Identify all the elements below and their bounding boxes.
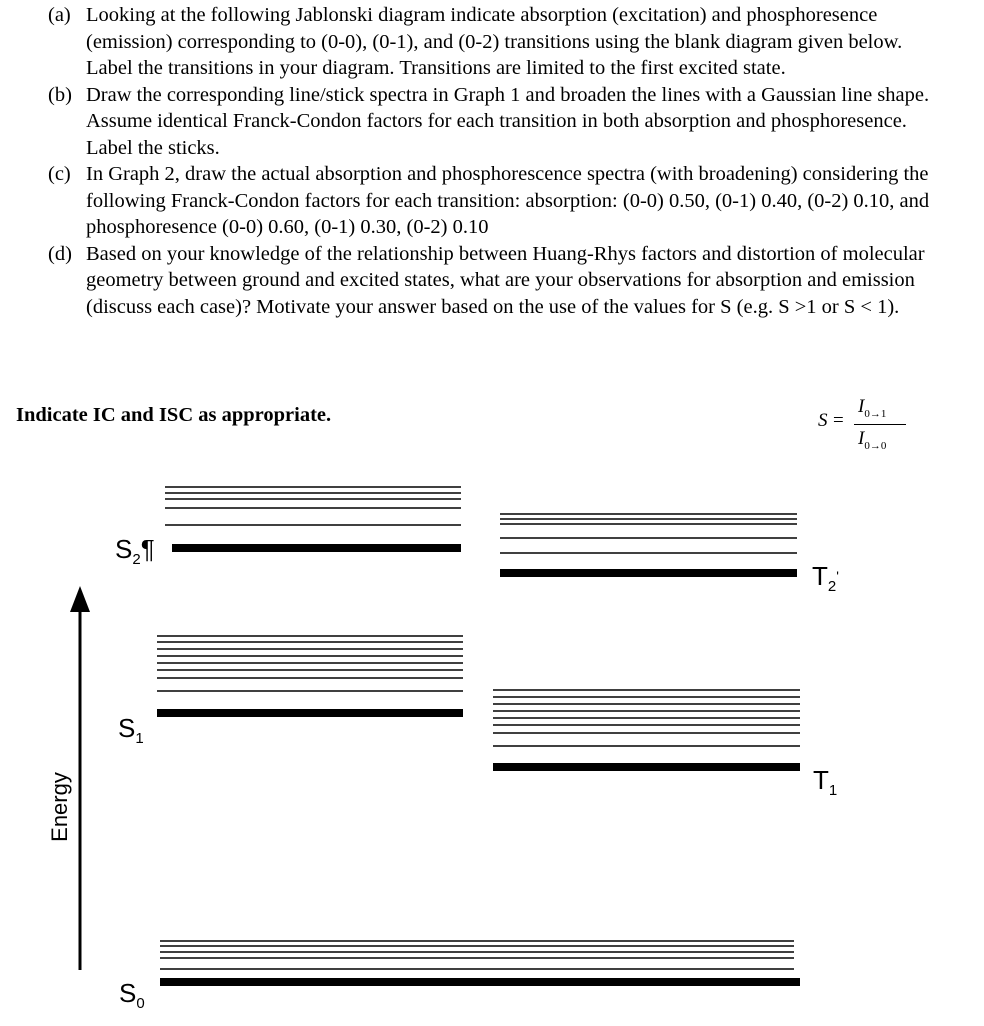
- denominator-symbol: I: [858, 428, 865, 449]
- t1-level-group: [493, 690, 800, 767]
- question-text: In Graph 2, draw the actual absorption and phosphorescence spectra (with broadening) considering the following Franck-Condon factors for each transition: absorption: (0-0) 0.50, (0-1) 0.40, (0-2) 0.10, and phosphoresence (0-0) 0.60, (0-1) 0.30, (0-2) 0.10: [86, 163, 930, 238]
- s2-sub: 2: [132, 551, 141, 569]
- t2-mark: ': [836, 568, 839, 584]
- question-text: Draw the corresponding line/stick spectra in Graph 1 and broaden the lines with a Gaussian line shape. Assume identical Franck-Condon factors for each transition in both absorption and phosphoresence. Label the sticks.: [86, 83, 930, 159]
- numerator-subscript: 0→1: [864, 407, 887, 420]
- s1-sub: 1: [135, 730, 144, 748]
- s1-level-group: [157, 636, 463, 713]
- formula-lhs: S: [818, 410, 828, 431]
- instruction-text: Indicate IC and ISC as appropriate.: [16, 404, 332, 426]
- formula-equals: =: [833, 410, 844, 431]
- s2-main: S: [115, 534, 133, 564]
- t1-label: [813, 767, 837, 804]
- s0-main: S: [119, 978, 137, 1008]
- energy-axis-label: Energy: [47, 772, 72, 842]
- s2-level-group: [165, 487, 461, 548]
- t2-sub: 2: [827, 578, 837, 596]
- t2-label: [812, 563, 839, 600]
- t1-main: T: [813, 765, 829, 795]
- s2-label: [115, 536, 155, 573]
- s1-label: [118, 715, 144, 752]
- question-letter: (d): [48, 242, 72, 265]
- numerator-symbol: I: [858, 396, 865, 417]
- question-letter: (b): [48, 83, 72, 106]
- s0-level-group: [160, 941, 800, 982]
- t1-sub: 1: [828, 782, 838, 800]
- t2-main: T: [812, 561, 828, 591]
- question-text: Based on your knowledge of the relationship between Huang-Rhys factors and distortion of molecular geometry between ground and excited states, what are your observations for absorption and emission (discuss each case)? Motivate your answer based on the use of the values for S (e.g. S >1 or S < 1).: [86, 242, 925, 318]
- question-letter: (a): [48, 4, 71, 26]
- t2-level-group: [500, 514, 797, 573]
- denominator-subscript: 0→0: [864, 439, 887, 452]
- s0-sub: 0: [136, 995, 145, 1013]
- question-text: Looking at the following Jablonski diagram indicate absorption (excitation) and phosphoresence (emission) corresponding to (0-0), (0-1), and (0-2) transitions using the blank diagram given below. Label the transitions in your diagram. Transitions are limited to the first excited state.: [86, 4, 903, 79]
- energy-arrowhead-icon: [70, 586, 90, 612]
- s0-label: [119, 980, 145, 1017]
- s2-mark: ¶: [140, 534, 155, 564]
- s1-main: S: [118, 713, 136, 743]
- question-letter: (c): [48, 163, 71, 185]
